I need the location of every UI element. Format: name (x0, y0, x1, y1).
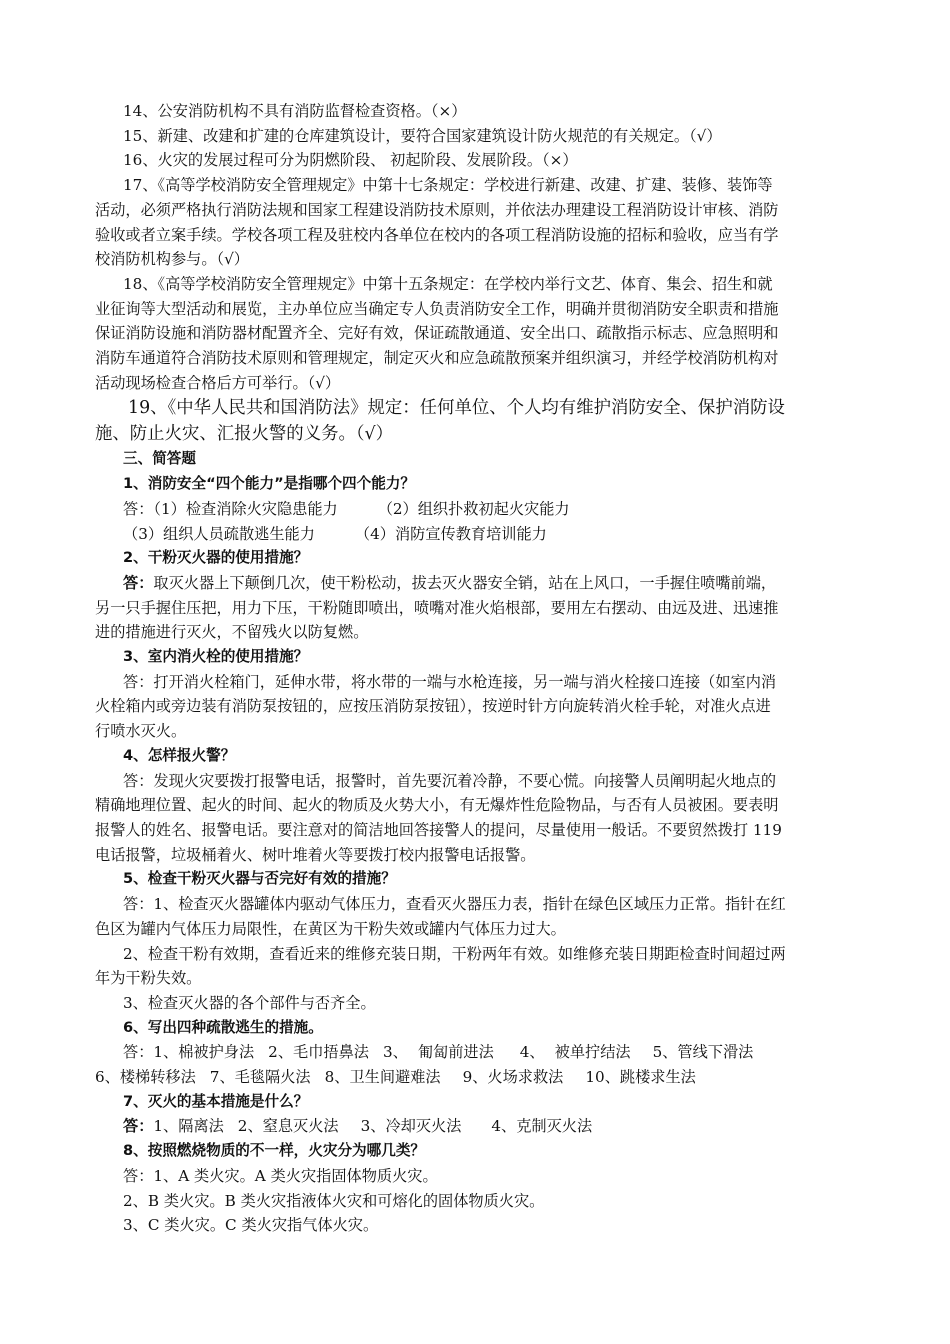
answer-5-line: 2、检查干粉有效期，查看近来的维修充装日期，干粉两年有效。如维修充装日期距检查时间超过两 (123, 944, 786, 963)
answer-8-line: 2、B 类火灾。B 类火灾指液体火灾和可熔化的固体物质火灾。 (123, 1191, 545, 1210)
item-17-line: 验收或者立案手续。学校各项工程及驻校内各单位在校内的各项工程消防设施的招标和验收，应当有学 (95, 225, 779, 244)
answer-6-item: 6、楼梯转移法 (95, 1068, 196, 1087)
item-18-line: 保证消防设施和消防器材配置齐全、完好有效，保证疏散通道、安全出口、疏散指示标志、应急照明和 (95, 324, 779, 343)
answer-6-item: 匍匐前进法 (417, 1043, 494, 1062)
answer-6-line (95, 1065, 855, 1090)
answer-6-item: 被单拧结法 (554, 1043, 631, 1062)
answer-7-item: 2、窒息灭火法 (237, 1117, 339, 1136)
answer-1-item: （3）组织人员疏散逃生能力 (123, 524, 315, 543)
question-8: 8、按照燃烧物质的不一样，火灾分为哪几类？ (123, 1142, 426, 1160)
answer-6-item: 答：1、棉被护身法 (123, 1043, 255, 1062)
answer-label: 答： (123, 1117, 154, 1136)
answer-1-item: （2）组织扑救初起火灾能力 (377, 499, 570, 518)
answer-2-line: 另一只手握住压把，用力下压，干粉随即喷出，喷嘴对准火焰根部，要用左右摆动、由远及进、迅速推 (95, 598, 779, 617)
item-18-line: 活动现场检查合格后方可举行。（√） (95, 373, 341, 392)
answer-3-line: 火栓箱内或旁边装有消防泵按钮的，应按压消防泵按钮），按逆时针方向旋转消火栓手轮，对准火点进 (95, 697, 771, 716)
item-17-line: 17、《高等学校消防安全管理规定》中第十七条规定：学校进行新建、改建、扩建、装修、装饰等 (123, 176, 773, 195)
answer-7-item: 1、隔离法 (153, 1117, 224, 1136)
question-5: 5、检查干粉灭火器与否完好有效的措施？ (123, 870, 396, 888)
item-17-line: 活动，必须严格执行消防法规和国家工程建设消防技术原则，并依法办理建设工程消防设计审核、消防 (95, 200, 779, 219)
answer-3-line: 答：打开消火栓箱门，延伸水带，将水带的一端与水枪连接，另一端与消火栓接口连接（如室内消 (123, 672, 777, 691)
item-19 (95, 395, 855, 447)
question-6: 6、写出四种疏散逃生的措施。 (123, 1018, 323, 1036)
answer-7-item: 4、克制灭火法 (491, 1117, 593, 1136)
answer-1-line (95, 522, 855, 547)
answer-6-item: 5、管线下滑法 (652, 1043, 754, 1062)
answer-2-line: 进的措施进行灭火，不留残火以防复燃。 (95, 623, 369, 642)
question-7: 7、灭火的基本措施是什么？ (123, 1092, 309, 1110)
answer-6-line (95, 1040, 855, 1065)
answer-3-line: 行喷水灭火。 (95, 722, 187, 741)
question-2: 2、干粉灭火器的使用措施？ (123, 549, 309, 567)
answer-6-item: 4、 (519, 1043, 545, 1062)
answer-1-item: 答：（1）检查消除火灾隐患能力 (123, 499, 338, 518)
answer-6-item: 9、火场求救法 (462, 1068, 564, 1087)
answer-5-line: 答：1、检查灭火器罐体内驱动气体压力，查看灭火器压力表，指针在绿色区域压力正常。指针在红 (123, 895, 786, 914)
answer-6-item: 8、卫生间避难法 (324, 1068, 441, 1087)
item-18-line: 消防车通道符合消防技术原则和管理规定，制定灭火和应急疏散预案并组织演习，并经学校消防机构对 (95, 349, 779, 368)
item-19-line: 19、《中华人民共和国消防法》规定：任何单位、个人均有维护消防安全、保护消防设 (128, 398, 785, 419)
question-1: 1、消防安全“四个能力”是指哪个四个能力？ (123, 475, 416, 493)
answer-5-line: 3、检查灭火器的各个部件与否齐全。 (123, 993, 376, 1012)
answer-4-line: 报警人的姓名、报警电话。要注意对的简洁地回答接警人的提问，尽量使用一般话。不要贸然拨打 119 (95, 820, 782, 839)
answer-4-line: 电话报警，垃圾桶着火、树叶堆着火等要拨打校内报警电话报警。 (95, 845, 536, 864)
answer-1-line (95, 497, 855, 522)
answer-8-line: 3、C 类火灾。C 类火灾指气体火灾。 (123, 1216, 379, 1235)
answer-1-item: （4）消防宣传教育培训能力 (354, 524, 547, 543)
item-17 (95, 173, 855, 272)
answer-label: 答： (123, 573, 154, 592)
answer-5-line: 年为干粉失效。 (95, 969, 202, 988)
answer-7-item: 3、冷却灭火法 (360, 1117, 462, 1136)
answer-6-item: 3、 (382, 1043, 408, 1062)
answer-2-line (95, 571, 855, 596)
answer-2-text: 取灭火器上下颠倒几次，使干粉松动，拔去灭火器安全销，站在上风口，一手握住喷嘴前端， (153, 573, 777, 592)
section-heading: 三、简答题 (123, 450, 196, 468)
answer-8-line: 答：1、A 类火灾。A 类火灾指固体物质火灾。 (123, 1166, 438, 1185)
answer-4-line: 答：发现火灾要拨打报警电话，报警时，首先要沉着冷静，不要心慌。向接警人员阐明起火地点的 (123, 771, 777, 790)
item-15: 15、新建、改建和扩建的仓库建筑设计，要符合国家建筑设计防火规范的有关规定。（√） (123, 126, 722, 145)
item-18-line: 18、《高等学校消防安全管理规定》中第十五条规定：在学校内举行文艺、体育、集会、招生和就 (123, 274, 773, 293)
answer-6-item: 2、毛巾捂鼻法 (268, 1043, 369, 1062)
item-18-line: 业征询等大型活动和展览，主办单位应当确定专人负责消防安全工作，明确并贯彻消防安全职责和措施 (95, 299, 779, 318)
question-3: 3、室内消火栓的使用措施？ (123, 648, 309, 666)
answer-6-item: 10、跳楼求生法 (585, 1068, 696, 1087)
question-4: 4、怎样报火警？ (123, 746, 236, 764)
item-19-line: 施、防止火灾、汇报火警的义务。（√） (95, 424, 394, 445)
answer-6-item: 7、毛毯隔火法 (209, 1068, 311, 1087)
item-18 (95, 272, 855, 396)
item-17-line: 校消防机构参与。（√） (95, 250, 249, 269)
item-14: 14、公安消防机构不具有消防监督检查资格。（×） (123, 102, 467, 120)
answer-5-line: 色区为罐内气体压力局限性，在黄区为干粉失效或罐内气体压力过大。 (95, 919, 566, 938)
answer-4-line: 精确地理位置、起火的时间、起火的物质及火势大小，有无爆炸性危险物品，与否有人员被困。要表明 (95, 796, 779, 815)
item-16: 16、火灾的发展过程可分为阴燃阶段、 初起阶段、发展阶段。（×） (123, 151, 578, 170)
answer-7-line (95, 1114, 855, 1139)
